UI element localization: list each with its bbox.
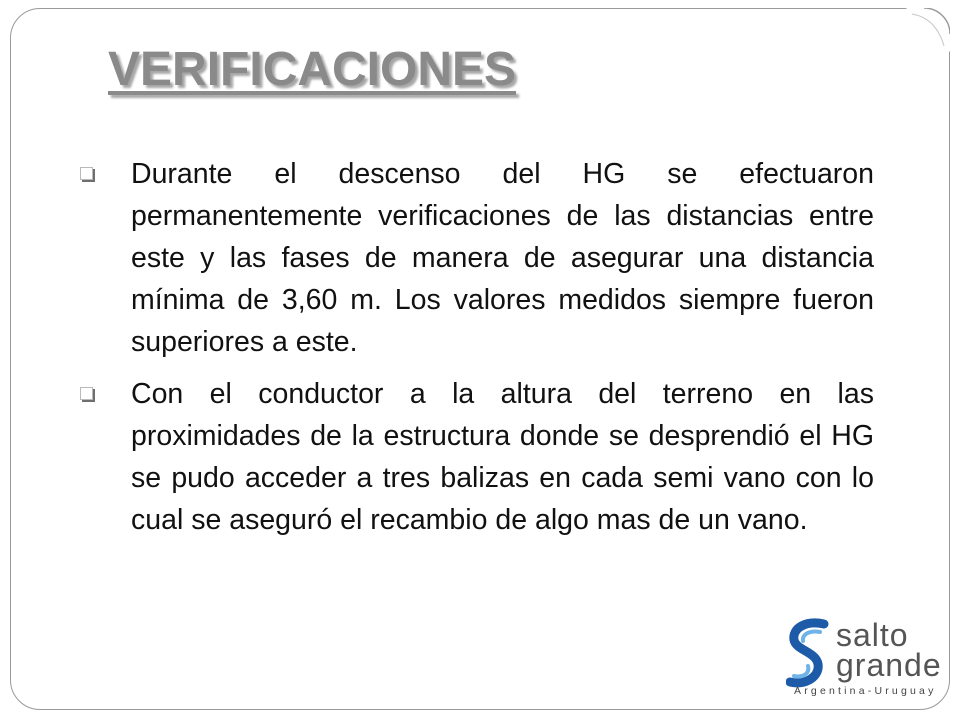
logo-s-wave-icon	[786, 618, 830, 690]
square-bullet-icon	[80, 387, 93, 400]
logo-word-salto: salto	[836, 617, 909, 653]
logo-word-grande: grande	[836, 647, 942, 683]
square-bullet-icon	[80, 167, 93, 180]
logo-tagline: Argentina-Uruguay	[794, 685, 937, 697]
corner-fold-decoration	[906, 8, 950, 52]
slide-title: VERIFICACIONES	[108, 43, 517, 96]
bullet-list	[74, 153, 874, 551]
bullet-item	[74, 373, 874, 541]
bullet-text: Con el conductor a la altura del terreno en las proximidades de la estructura donde se desprendió el HG se pudo acceder a tres balizas en cada semi vano con lo cual se aseguró el recambio de algo mas de un vano.	[131, 378, 874, 536]
bullet-text: Durante el descenso del HG se efectuaron permanentemente verificaciones de las distancias entre este y las fases de manera de asegurar una distancia mínima de 3,60 m. Los valores medidos siempre fueron superiores a este.	[131, 158, 874, 358]
salto-grande-logo	[786, 612, 946, 704]
bullet-item	[74, 153, 874, 363]
